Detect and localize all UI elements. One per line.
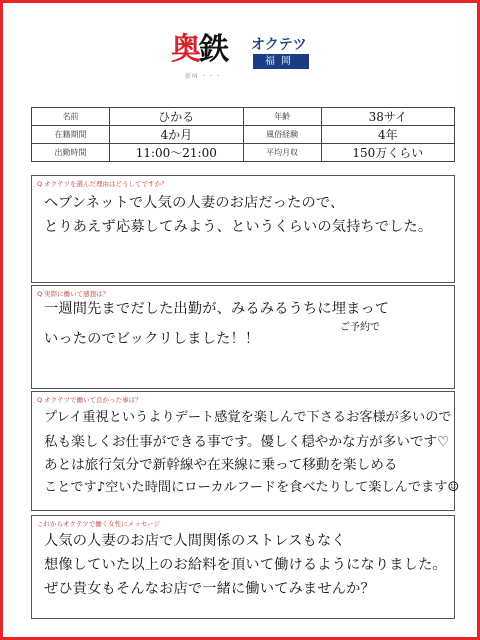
shop-logo: [171, 33, 321, 81]
logo-katakana: オクテツ: [251, 37, 307, 53]
answer-line: 私も楽しくお仕事ができる事です。優しく穏やかな方が多いです♡: [44, 434, 450, 450]
name-value: ひかる: [110, 108, 244, 126]
name-label: 名前: [32, 108, 110, 126]
answer-line: とりあえず応募してみよう、というくらいの気持ちでした。: [44, 219, 433, 235]
section-good-points: [31, 391, 460, 511]
question-label: これからオクテツで働く女性にメッセージ: [37, 520, 160, 528]
logo-kanji-main: 奥: [171, 32, 199, 67]
question-label: Q オクテツを選んだ理由はどうしてですか？: [37, 180, 168, 188]
answer-line: プレイ重視というよりデート感覚を楽しんで下さるお客様が多いので: [44, 410, 452, 425]
age-label: 年齢: [243, 108, 321, 126]
table-row: [32, 126, 455, 144]
answer-line: ヘブンネットで人気の人妻のお店だったので、: [44, 195, 345, 211]
age-value: 38サイ: [321, 108, 454, 126]
table-row: [32, 144, 455, 162]
answer-line: ぜひ貴女もそんなお店で一緒に働いてみませんか？: [44, 581, 375, 597]
answer-line: あとは旅行気分で新幹線や在来線に乗って移動を楽しめる: [44, 457, 398, 473]
experience-value: 4年: [321, 126, 454, 144]
answer-line: いったのでビックリしました！！: [44, 331, 260, 347]
logo-city-badge: 福岡: [253, 54, 309, 69]
handwritten-note: ご予約で: [340, 322, 380, 333]
income-value: 150万くらい: [321, 144, 454, 162]
section-impression: [31, 285, 455, 389]
question-label: Q 実際に働いて感想は？: [37, 290, 110, 298]
table-row: [32, 108, 455, 126]
profile-table: [31, 107, 455, 162]
hours-label: 出勤時間: [32, 144, 110, 162]
logo-kanji-second: 鉄: [199, 32, 227, 67]
hours-value: 11:00～21:00: [110, 144, 244, 162]
section-message: [31, 515, 455, 619]
section-reason: [31, 175, 455, 283]
answer-line: ことです♪空いた時間にローカルフードを食べたりして楽しんでます☺: [44, 480, 460, 495]
tenure-label: 在籍期間: [32, 126, 110, 144]
experience-label: 風俗経験: [243, 126, 321, 144]
logo-kanji: [171, 33, 227, 67]
answer-line: 人気の人妻のお店で人間関係のストレスもなく: [44, 533, 346, 549]
question-label: Q オクテツで働いて良かった事は？: [37, 396, 142, 404]
tenure-value: 4か月: [110, 126, 244, 144]
income-label: 平均月収: [243, 144, 321, 162]
logo-tagline: 新M ・・・: [185, 73, 223, 80]
answer-line: 想像していた以上のお給料を頂いて働けるようになりました。: [44, 557, 447, 573]
answer-line: 一週間先までだした出勤が、みるみるうちに埋まって: [44, 301, 390, 317]
